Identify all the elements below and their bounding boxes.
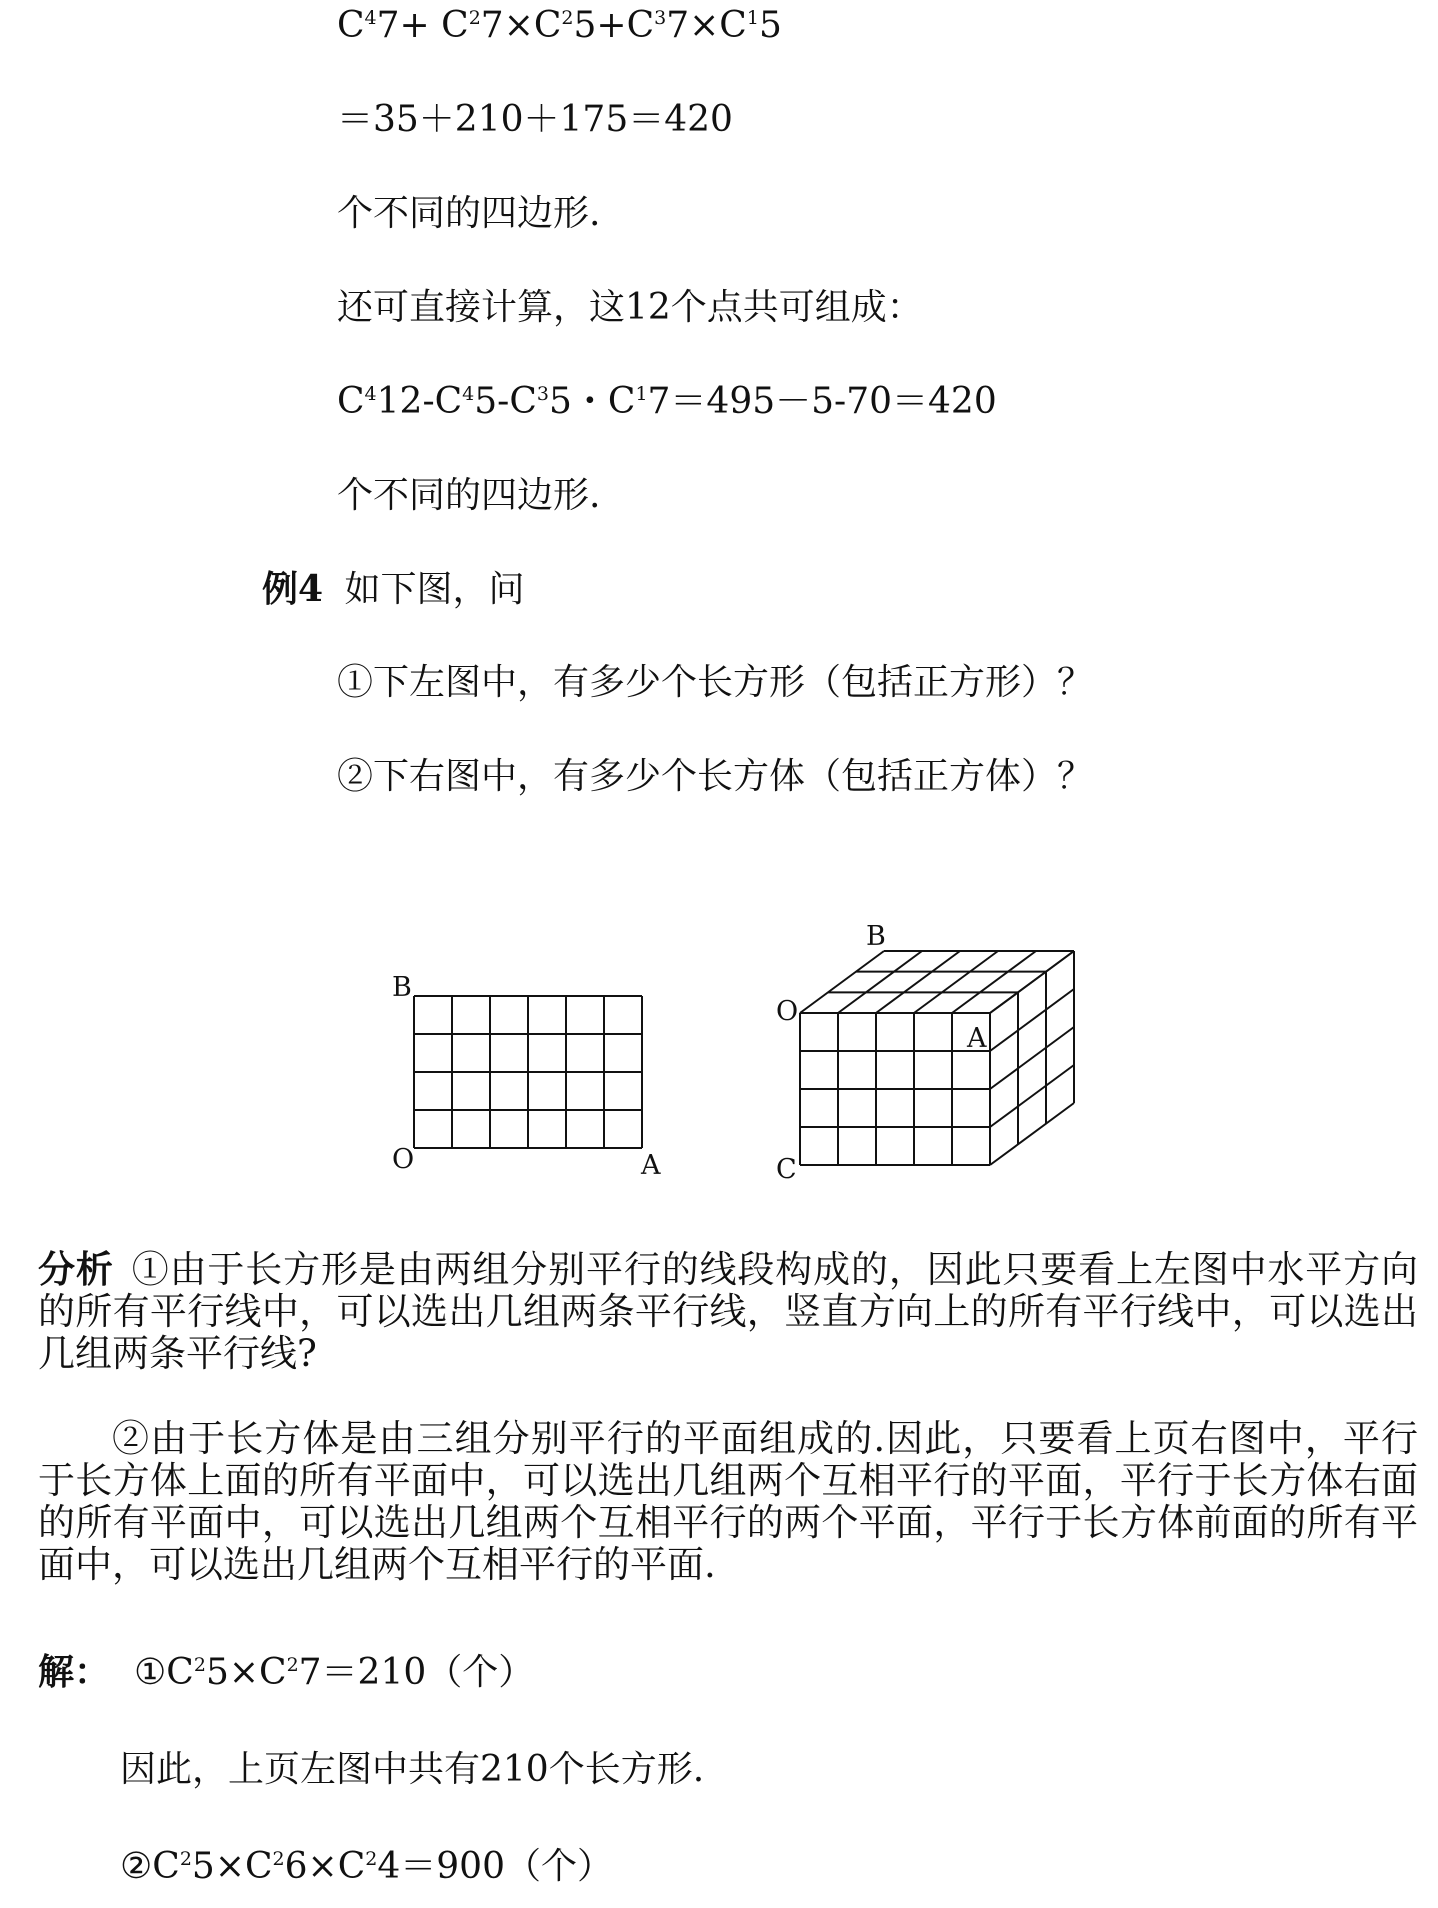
cuboid-right-depth-line [990, 1065, 1074, 1127]
formula-text: 6×C [284, 1846, 366, 1887]
cuboid-top-depth-line [914, 951, 998, 1013]
figure-right-label-c: C [776, 1154, 797, 1185]
formula-sup: 2 [365, 1848, 378, 1870]
formula-text: 7×C [480, 5, 562, 46]
text-line-4: 还可直接计算，这12个点共可组成： [337, 287, 923, 328]
figure-left-label-b: B [392, 972, 412, 1003]
figure-left-label-o: O [392, 1144, 415, 1175]
analysis-paragraph-1 [38, 1248, 1418, 1375]
formula-sup: 3 [654, 7, 667, 29]
formula-line-2: ＝35＋210＋175＝420 [337, 99, 733, 140]
formula-text: 5・C [548, 381, 636, 422]
formula-sup: 2 [272, 1848, 285, 1870]
figure-right-cuboid [800, 951, 1074, 1165]
formula-text: 5-C [474, 381, 537, 422]
formula-text: ①C [134, 1652, 194, 1693]
formula-text: 4＝900（个） [377, 1846, 613, 1887]
formula-sup: 4 [364, 7, 377, 29]
example-question: 如下图，问 [344, 569, 525, 610]
cuboid-top-depth-line [952, 951, 1036, 1013]
solution-label: 解： [38, 1651, 111, 1693]
formula-text: 7×C [666, 5, 747, 46]
formula-sup: 2 [193, 1654, 206, 1676]
cuboid-right-depth-line [990, 1027, 1074, 1089]
formula-sup: 1 [635, 383, 648, 405]
figure-left-label-a: A [641, 1150, 661, 1181]
example-q2: ②下右图中，有多少个长方体（包括正方体）？ [337, 756, 1094, 797]
text-line-3: 个不同的四边形. [337, 193, 601, 234]
formula-sup: 4 [364, 383, 377, 405]
formula-text: C [337, 5, 365, 46]
formula-text: 12-C [376, 381, 463, 422]
formula-sup: 3 [536, 383, 549, 405]
formula-text: 7＝210（个） [298, 1652, 535, 1693]
figure-right-label-a: A [967, 1023, 987, 1054]
formula-sup: 2 [179, 1848, 192, 1870]
formula-text: ②C [120, 1846, 180, 1887]
analysis-paragraph-2: ②由于长方体是由三组分别平行的平面组成的.因此，只要看上页右图中，平行于长方体上面的所有平面中，可以选出几组两个互相平行的平面，平行于长方体右面的所有平面中，可以选出几组两个互相平行的两个平面，平行于长方体前面的所有平面中，可以选出几组两个互相平行的平面. [38, 1417, 1418, 1586]
text-line-6: 个不同的四边形. [337, 475, 601, 516]
formula-text: 5×C [191, 1846, 273, 1887]
figure-right-label-o: O [776, 996, 799, 1027]
formula-text: 7＝495－5-70＝420 [647, 381, 997, 422]
solution-line-1 [38, 1650, 534, 1695]
cuboid-right-depth-line [990, 1103, 1074, 1165]
formula-sup: 2 [561, 7, 574, 29]
cuboid-right-depth-line [990, 951, 1074, 1013]
analysis-label: 分析 [38, 1247, 114, 1291]
formula-sup: 1 [746, 7, 759, 29]
figure-left-grid [414, 996, 642, 1148]
formula-sup: 2 [286, 1654, 299, 1676]
formula-text: 5+C [573, 5, 655, 46]
formula-sup: 4 [462, 383, 475, 405]
formula-text: C [337, 381, 365, 422]
analysis-text-1: ①由于长方形是由两组分别平行的线段构成的，因此只要看上左图中水平方向的所有平行线中，可以选出几组两条平行线，竖直方向上的所有平行线中，可以选出几组两条平行线? [38, 1248, 1419, 1375]
example-q1: ①下左图中，有多少个长方形（包括正方形）？ [337, 662, 1094, 703]
formula-text: 5 [758, 5, 782, 46]
formula-sup: 2 [468, 7, 481, 29]
example-label: 例4 [262, 568, 324, 610]
formula-text: 5×C [205, 1652, 287, 1693]
cuboid-right-depth-line [990, 989, 1074, 1051]
solution-line-3 [120, 1845, 613, 1889]
cuboid-top-depth-line [800, 951, 884, 1013]
formula-text: 7+ C [376, 5, 469, 46]
solution-line-2: 因此，上页左图中共有210个长方形. [120, 1749, 705, 1790]
cuboid-top-depth-line [838, 951, 922, 1013]
figure-right-label-b: B [866, 921, 886, 952]
cuboid-top-depth-line [876, 951, 960, 1013]
